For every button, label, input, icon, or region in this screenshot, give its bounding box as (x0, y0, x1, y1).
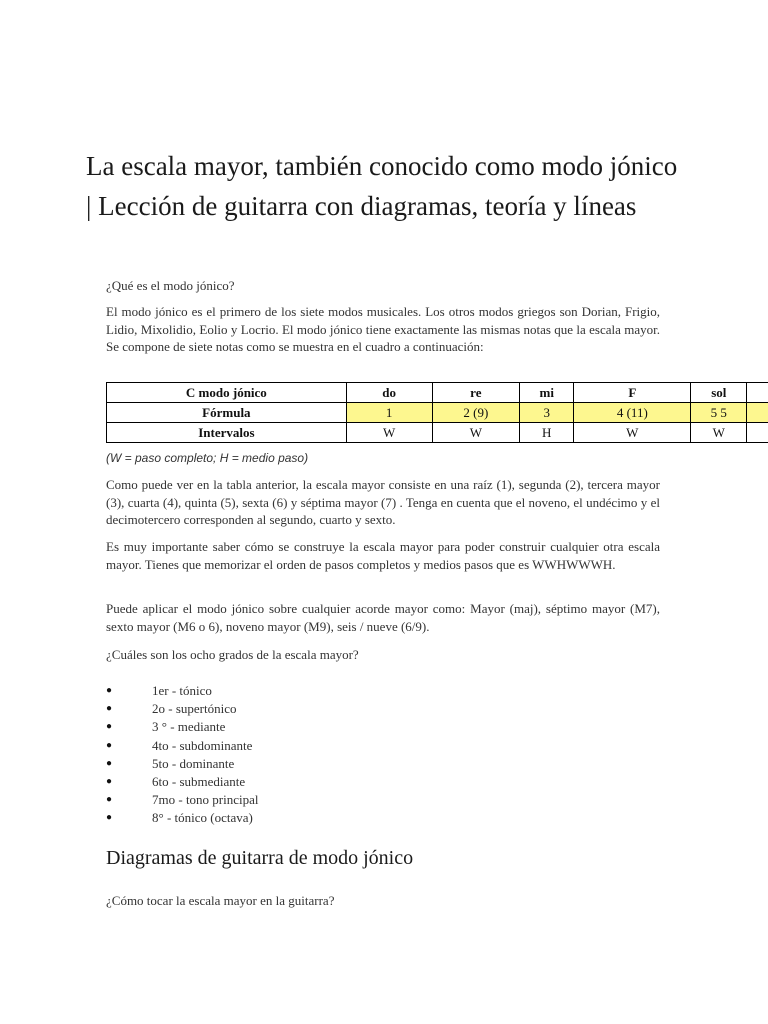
important-paragraph: Es muy importante saber cómo se construye la escala mayor para poder construir cualquier otra escala mayor. Tienes que memorizar el orden de pasos completos y medios pasos que es WWHWWWH. (106, 539, 660, 572)
list-item-label: 5to - dominante (152, 755, 235, 771)
table-cell: Intervalos (107, 423, 347, 443)
table-cell: W (574, 423, 691, 443)
table-footnote: (W = paso completo; H = medio paso) (106, 451, 309, 465)
list-item (106, 755, 259, 773)
list-item-label: 2o - supertónico (152, 701, 237, 717)
table-cell (747, 423, 768, 443)
table-cell (747, 383, 768, 403)
bullet-icon: ● (106, 812, 113, 824)
question-what-is-ionian: ¿Qué es el modo jónico? (106, 278, 235, 293)
question-how-to-play: ¿Cómo tocar la escala mayor en la guitarra? (106, 893, 335, 908)
table-cell: W (691, 423, 747, 443)
list-item (106, 773, 259, 791)
list-item-label: 8° - tónico (octava) (152, 810, 253, 826)
list-item-label: 4to - subdominante (152, 737, 253, 753)
table-cell: sol (691, 383, 747, 403)
table-cell: 4 (11) (574, 403, 691, 423)
list-item-label: 6to - submediante (152, 773, 246, 789)
page-title: La escala mayor, también conocido como modo jónico | Lección de guitarra con diagramas, teoría y líneas (86, 151, 678, 221)
list-item (106, 682, 259, 700)
table-cell: 3 (520, 403, 574, 423)
table-cell: Fórmula (107, 403, 347, 423)
table-intervals-row (107, 423, 768, 443)
table-cell: C modo jónico (107, 383, 347, 403)
scale-degrees-list (106, 682, 259, 828)
table-formula-row (107, 403, 768, 423)
list-item (106, 737, 259, 755)
bullet-icon: ● (106, 703, 113, 715)
list-item (106, 809, 259, 827)
list-item-label: 3 ° - mediante (152, 719, 226, 735)
bullet-icon: ● (106, 739, 113, 751)
table-cell: H (520, 423, 574, 443)
table-cell: W (346, 423, 432, 443)
question-scale-degrees: ¿Cuáles son los ocho grados de la escala mayor? (106, 647, 359, 662)
table-cell: 2 (9) (432, 403, 520, 423)
ionian-mode-table (106, 382, 768, 443)
bullet-icon: ● (106, 685, 113, 696)
table-cell: 5 5 (691, 403, 747, 423)
table-cell: F (574, 383, 691, 403)
list-item (106, 791, 259, 809)
bullet-icon: ● (106, 775, 113, 787)
list-item (106, 700, 259, 718)
bullet-icon: ● (106, 721, 113, 733)
table-cell: mi (520, 383, 574, 403)
list-item (106, 718, 259, 736)
bullet-icon: ● (106, 757, 113, 769)
table-cell: 1 (346, 403, 432, 423)
table-header-row (107, 383, 768, 403)
table-cell: W (432, 423, 520, 443)
section-heading-diagrams: Diagramas de guitarra de modo jónico (106, 847, 414, 869)
explanation-paragraph: Como puede ver en la tabla anterior, la escala mayor consiste en una raíz (1), segunda (2), tercera mayor (3), cuarta (4), quinta (5), sexta (6) y séptima mayor (7) . Tenga en cuenta que el noveno, el undécimo y el decimotercero corresponden al segundo, cuarto y sexto. (106, 477, 660, 527)
list-item-label: 7mo - tono principal (152, 792, 259, 808)
list-item-label: 1er - tónico (152, 683, 212, 698)
table-cell (747, 403, 768, 423)
apply-paragraph: Puede aplicar el modo jónico sobre cualquier acorde mayor como: Mayor (maj), séptimo mayor (M7), sexto mayor (M6 o 6), noveno mayor (M9), seis / nueve (6/9). (106, 601, 660, 634)
intro-paragraph: El modo jónico es el primero de los siete modos musicales. Los otros modos griegos son Dorian, Frigio, Lidio, Mixolidio, Eolio y Locrio. El modo jónico tiene exactamente las mismas notas que la escala mayor. Se compone de siete notas como se muestra en el cuadro a continuación: (106, 304, 660, 354)
table-cell: re (432, 383, 520, 403)
table-cell: do (346, 383, 432, 403)
bullet-icon: ● (106, 794, 113, 806)
